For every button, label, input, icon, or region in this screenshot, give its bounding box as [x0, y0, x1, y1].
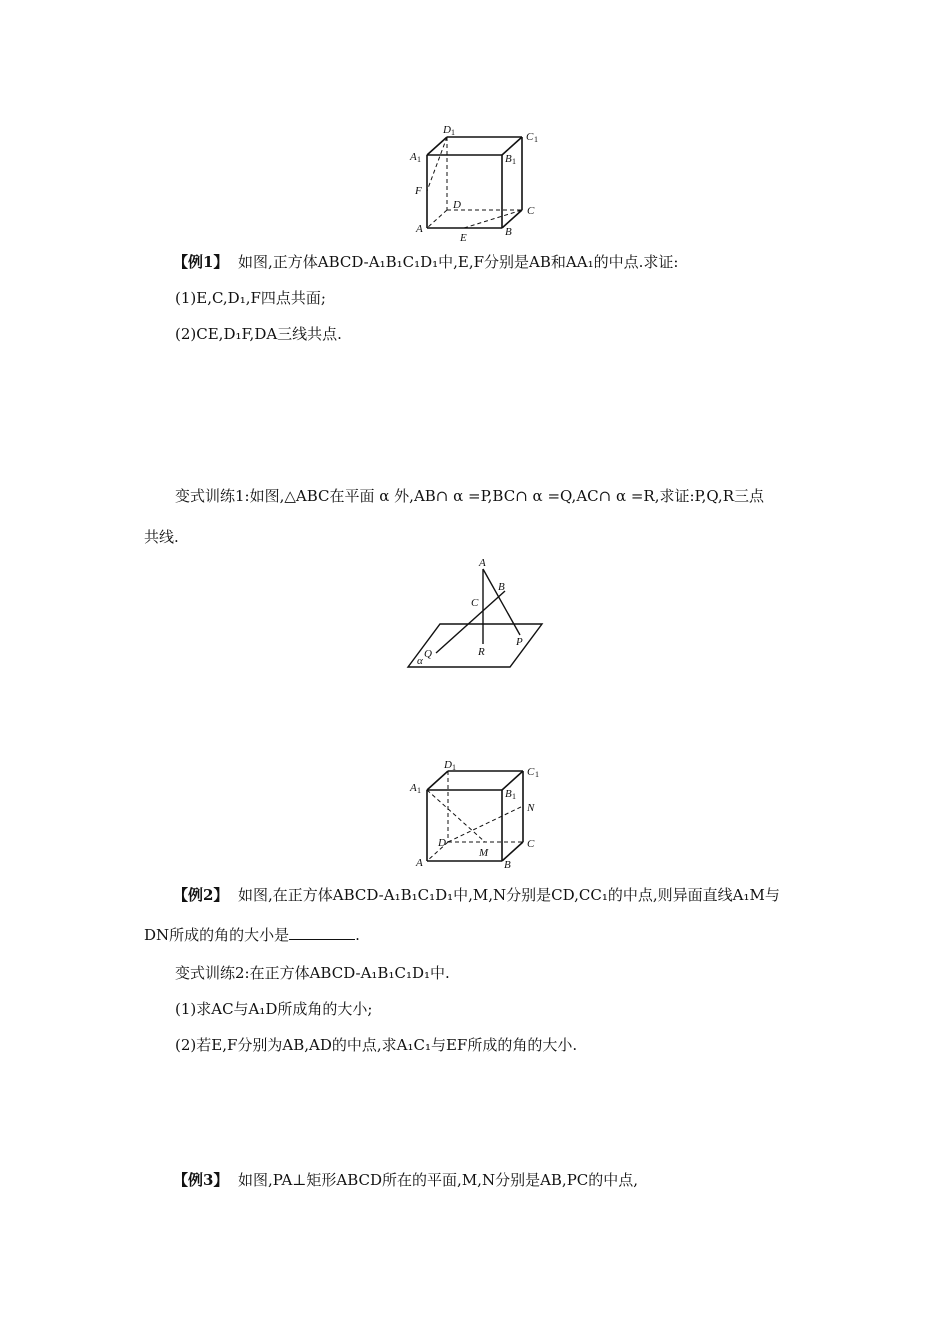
example-3-stem [173, 1170, 638, 1190]
example-3-tag: 【例3】 [173, 1171, 229, 1189]
plane-triangle-figure [405, 555, 550, 670]
example-1-tag: 【例1】 [173, 253, 229, 271]
label-d1: D [443, 124, 451, 136]
label-c: C [471, 597, 479, 609]
label-d: D [438, 837, 446, 849]
variant-1-line2: 共线. [144, 528, 179, 546]
label-d: D [453, 199, 461, 211]
label-c: C [527, 205, 535, 217]
cube-figure-1 [405, 120, 555, 245]
label-n: N [527, 802, 535, 814]
variant-2-q1: (1)求AC与A₁D所成角的大小; [175, 1000, 373, 1018]
example-1-stem [173, 252, 678, 272]
example-2-line2-end: . [355, 926, 360, 944]
label-e: E [460, 232, 467, 244]
example-2-line2-text: DN所成的角的大小是 [144, 926, 290, 944]
sub-a1: 1 [417, 155, 421, 164]
label-b1: B [505, 153, 512, 165]
label-q: Q [424, 648, 432, 660]
label-f: F [415, 185, 422, 197]
label-c: C [527, 838, 535, 850]
example-1-q1: (1)E,C,D₁,F四点共面; [175, 289, 326, 307]
sub-c1: 1 [535, 770, 539, 779]
label-a: A [416, 857, 423, 869]
label-r: R [478, 646, 485, 658]
variant-2-q2: (2)若E,F分别为AB,AD的中点,求A₁C₁与EF所成的角的大小. [175, 1036, 578, 1054]
cube-figure-2 [405, 755, 555, 875]
label-a: A [479, 557, 486, 569]
example-2-text: 如图,在正方体ABCD-A₁B₁C₁D₁中,M,N分别是CD,CC₁的中点,则异面直线A₁M与 [237, 886, 780, 904]
label-b1: B [505, 788, 512, 800]
example-2-line2 [144, 925, 360, 945]
variant-2-stem: 变式训练2:在正方体ABCD-A₁B₁C₁D₁中. [175, 964, 450, 982]
variant-1-line1: 变式训练1:如图,△ABC在平面 α 外,AB∩ α =P,BC∩ α =Q,AC∩ α =R,求证:P,Q,R三点 [175, 487, 764, 505]
label-d1: D [444, 759, 452, 771]
example-3-text: 如图,PA⊥矩形ABCD所在的平面,M,N分别是AB,PC的中点, [237, 1171, 639, 1189]
label-m: M [479, 847, 489, 859]
label-alpha: α [417, 655, 423, 667]
example-1-q2: (2)CE,D₁F,DA三线共点. [175, 325, 342, 343]
label-b: B [498, 581, 505, 593]
example-2-tag: 【例2】 [173, 886, 229, 904]
answer-blank[interactable] [289, 925, 355, 940]
example-2-stem [173, 885, 780, 905]
label-a1: A [410, 151, 417, 163]
sub-b1: 1 [512, 792, 516, 801]
label-b: B [504, 859, 511, 871]
label-p: P [516, 636, 523, 648]
label-a1: A [410, 782, 417, 794]
sub-b1: 1 [512, 157, 516, 166]
label-c1: C [527, 766, 535, 778]
label-b: B [505, 226, 512, 238]
label-c1: C [526, 131, 534, 143]
sub-d1: 1 [452, 763, 456, 772]
sub-d1: 1 [451, 128, 455, 137]
label-a: A [416, 223, 423, 235]
example-1-text: 如图,正方体ABCD-A₁B₁C₁D₁中,E,F分别是AB和AA₁的中点.求证: [237, 253, 679, 271]
sub-c1: 1 [534, 135, 538, 144]
sub-a1: 1 [417, 786, 421, 795]
